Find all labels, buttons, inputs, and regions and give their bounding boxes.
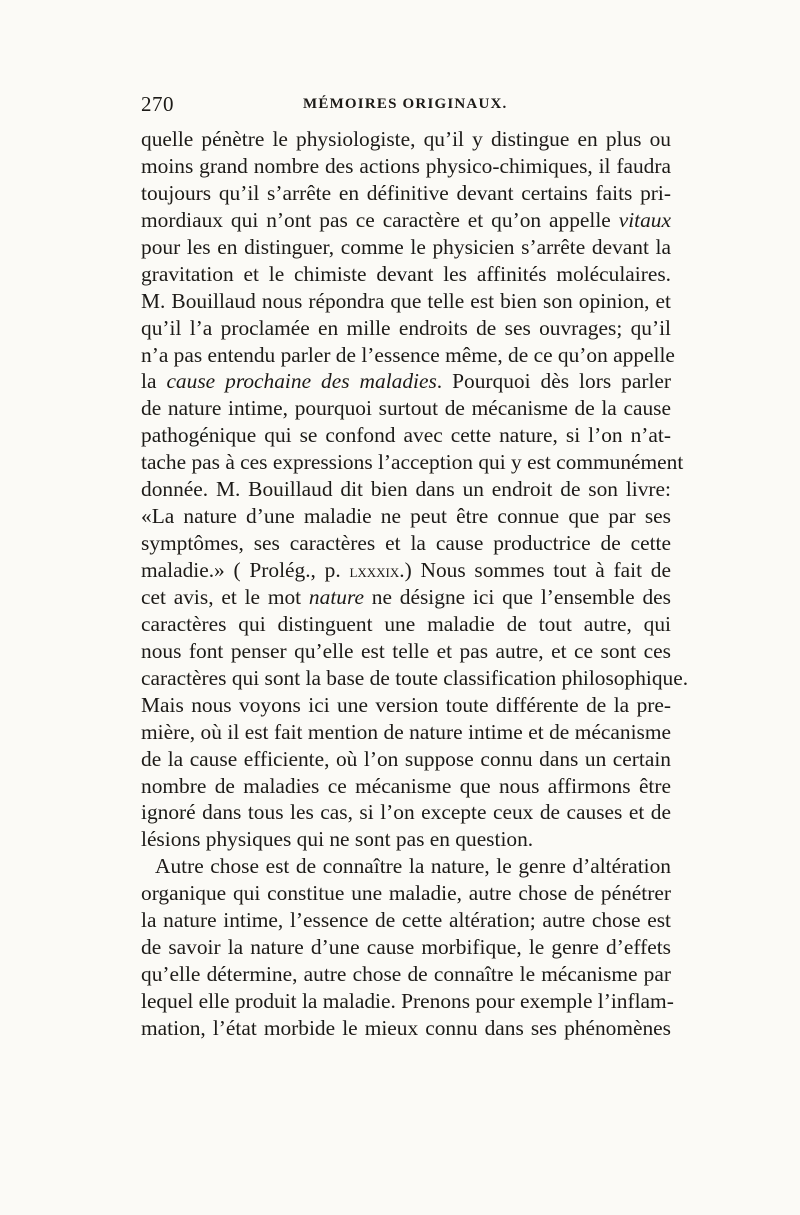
- text-line: [141, 180, 671, 207]
- text-segment: moins grand nombre des actions physico-chimiques, il faudra: [141, 153, 671, 178]
- text-line: [141, 288, 671, 315]
- text-segment: M. Bouillaud nous répondra que telle est bien son opinion, et: [141, 288, 671, 313]
- text-line: [141, 611, 671, 638]
- text-segment: organique qui constitue une maladie, autre chose de pénétrer: [141, 881, 671, 906]
- text-line: [141, 422, 671, 449]
- page-header: [141, 92, 671, 126]
- text-line: [141, 692, 671, 719]
- italic-text: vitaux: [618, 207, 671, 232]
- text-line: [141, 368, 671, 395]
- text-line: [141, 342, 675, 369]
- text-line: [141, 826, 671, 853]
- text-line: [141, 207, 671, 234]
- text-segment: ignoré dans tous les cas, si l’on excepte ceux de causes et de: [141, 800, 671, 825]
- text-line: [141, 719, 671, 746]
- book-page: [141, 92, 689, 1042]
- text-segment: nous font penser qu’elle est telle et pas autre, et ce sont ces: [141, 638, 671, 663]
- page-number: 270: [141, 92, 174, 116]
- text-segment: la: [141, 369, 167, 394]
- text-segment: symptômes, ses caractères et la cause productrice de cette: [141, 531, 671, 556]
- running-head: MÉMOIRES ORIGINAUX.: [303, 96, 508, 112]
- text-segment: . Pourquoi dès lors parler: [436, 369, 672, 394]
- text-segment: lequel elle produit la maladie. Prenons pour exemple l’inflam-: [141, 989, 674, 1013]
- text-line: [141, 746, 671, 773]
- text-line: [141, 476, 671, 503]
- small-caps-text: lxxxix: [349, 561, 400, 582]
- text-segment: lésions physiques qui ne sont pas en question.: [141, 827, 534, 852]
- text-segment: maladie.» ( Prolég., p.: [141, 558, 350, 582]
- text-line: [141, 638, 671, 665]
- text-line: [141, 530, 671, 557]
- text-line: [141, 799, 671, 826]
- text-segment: caractères qui distinguent une maladie de tout autre, qui: [141, 611, 671, 636]
- text-line: [141, 261, 671, 288]
- text-segment: la nature intime, l’essence de cette altération; autre chose est: [141, 908, 671, 933]
- text-line: [141, 1015, 671, 1042]
- text-segment: de savoir la nature d’une cause morbifique, le genre d’effets: [141, 935, 671, 960]
- text-line: [141, 449, 684, 476]
- text-segment: .) Nous sommes tout à fait de: [399, 558, 671, 582]
- text-line: [141, 315, 671, 342]
- text-line: [141, 395, 671, 422]
- text-line: [141, 234, 671, 261]
- text-line: [141, 773, 671, 800]
- text-segment: donnée. M. Bouillaud dit bien dans un endroit de son livre:: [141, 477, 671, 502]
- text-line: [141, 126, 671, 153]
- text-line: [141, 934, 671, 961]
- text-segment: «La nature d’une maladie ne peut être connue que par ses: [141, 504, 671, 529]
- text-segment: mière, où il est fait mention de nature intime et de mécanisme: [141, 719, 671, 744]
- text-segment: ne désigne ici que l’ensemble des: [363, 584, 671, 609]
- text-segment: quelle pénètre le physiologiste, qu’il y distingue en plus ou: [141, 127, 671, 151]
- text-line: [141, 153, 671, 180]
- text-segment: caractères qui sont la base de toute classification philosophique.: [141, 665, 689, 690]
- text-line: [141, 961, 671, 988]
- text-segment: de la cause efficiente, où l’on suppose connu dans un certain: [141, 746, 671, 771]
- text-segment: Mais nous voyons ici une version toute différente de la pre-: [141, 692, 671, 717]
- text-line: [141, 907, 671, 934]
- text-line: [141, 584, 671, 611]
- text-segment: de nature intime, pourquoi surtout de mécanisme de la cause: [141, 396, 671, 421]
- text-line: [141, 880, 671, 907]
- body-text: [141, 126, 689, 1042]
- text-segment: tache pas à ces expressions l’acception qui y est communément: [141, 450, 684, 475]
- text-segment: cet avis, et le mot: [141, 584, 309, 609]
- text-segment: n’a pas entendu parler de l’essence même, de ce qu’on appelle: [141, 342, 675, 367]
- text-line: [141, 988, 674, 1015]
- text-segment: nombre de maladies ce mécanisme que nous affirmons être: [141, 773, 671, 798]
- text-segment: mation, l’état morbide le mieux connu dans ses phénomènes: [141, 1015, 671, 1040]
- text-line: [141, 853, 671, 880]
- text-line: [141, 665, 689, 692]
- text-segment: qu’il l’a proclamée en mille endroits de ses ouvrages; qu’il: [141, 315, 671, 340]
- text-segment: pour les en distinguer, comme le physicien s’arrête devant la: [141, 234, 671, 259]
- italic-text: cause prochaine des maladies: [166, 369, 437, 394]
- text-segment: toujours qu’il s’arrête en définitive devant certains faits pri-: [141, 180, 671, 205]
- text-segment: Autre chose est de connaître la nature, le genre d’altération: [155, 854, 671, 879]
- text-line: [141, 557, 671, 584]
- text-segment: gravitation et le chimiste devant les affinités moléculaires.: [141, 261, 671, 286]
- text-segment: mordiaux qui n’ont pas ce caractère et qu’on appelle: [141, 207, 619, 232]
- italic-text: nature: [308, 584, 364, 609]
- text-segment: qu’elle détermine, autre chose de connaître le mécanisme par: [141, 962, 671, 987]
- text-segment: pathogénique qui se confond avec cette nature, si l’on n’at-: [141, 423, 671, 448]
- text-line: [141, 503, 671, 530]
